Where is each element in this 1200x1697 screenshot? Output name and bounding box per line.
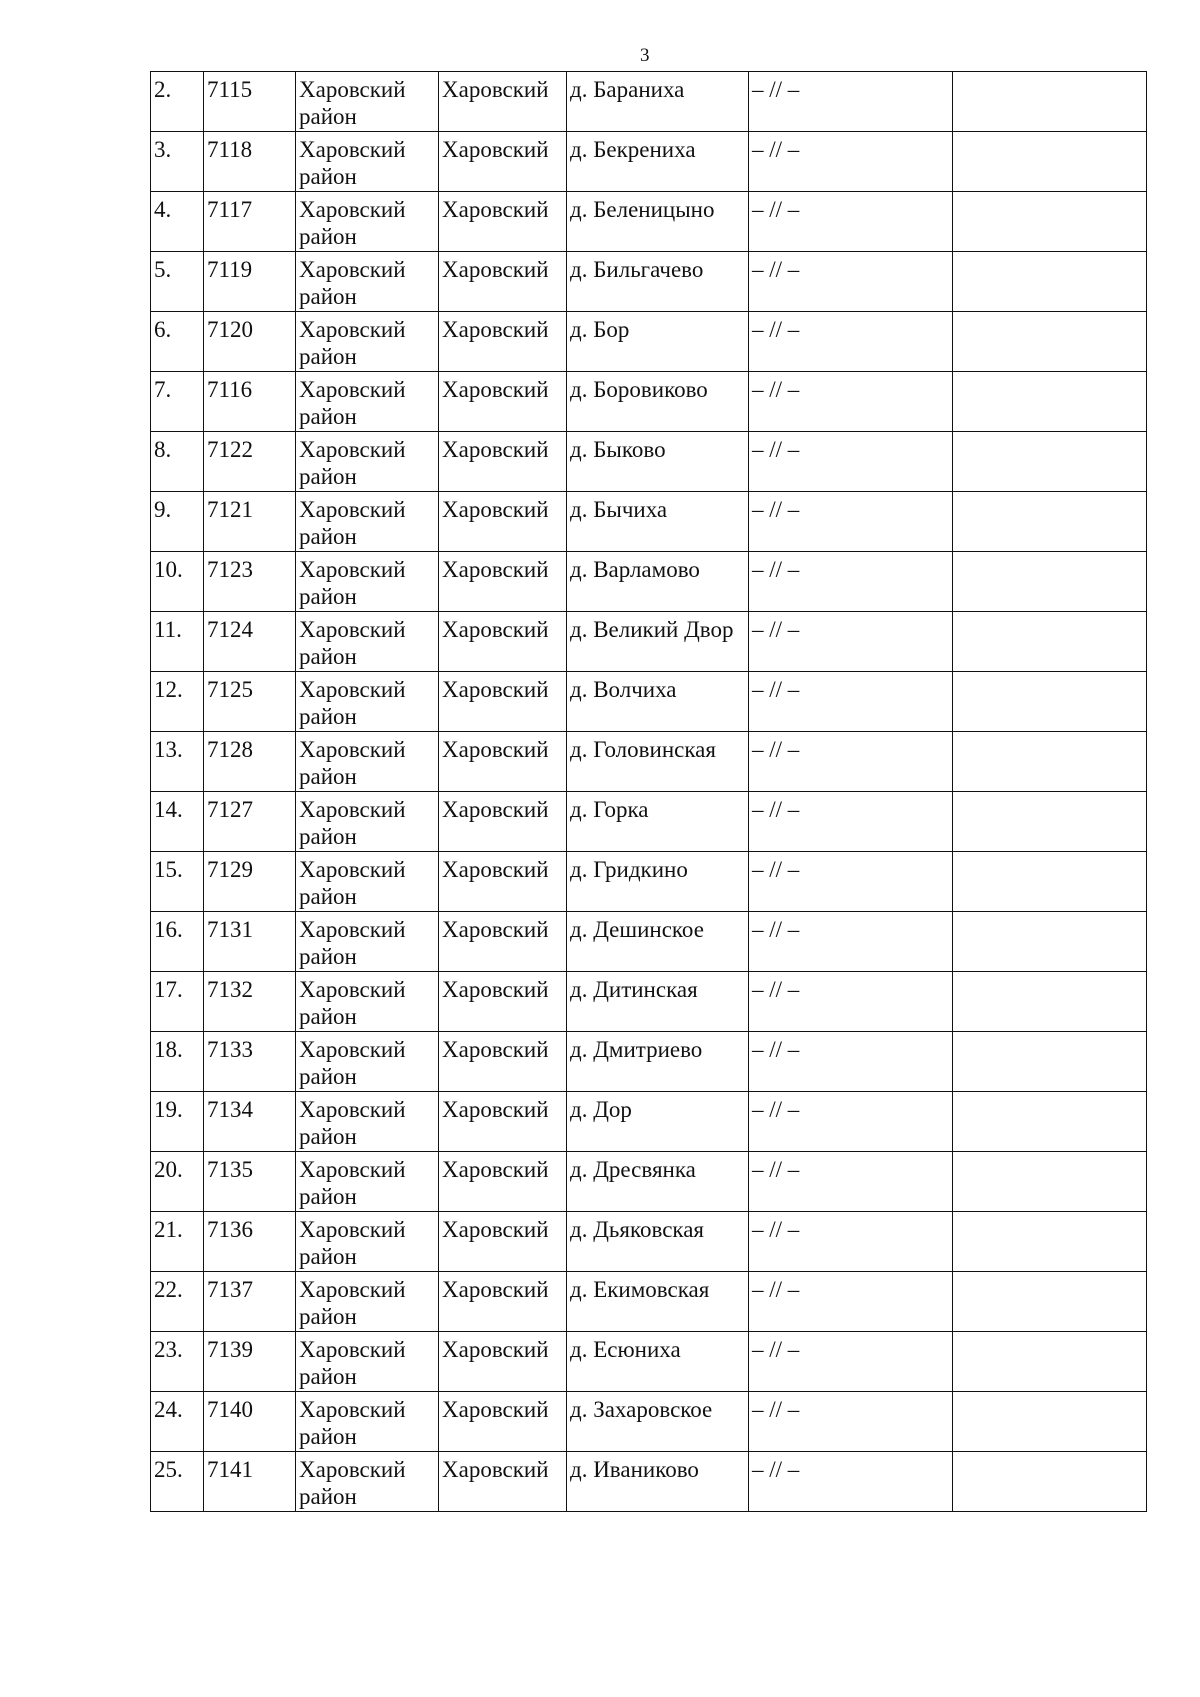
settlement-cell: д. Быково bbox=[567, 432, 749, 492]
settlement-cell: д. Дресвянка bbox=[567, 1152, 749, 1212]
settlement-cell: д. Дьяковская bbox=[567, 1212, 749, 1272]
settlement-cell: д. Есюниха bbox=[567, 1332, 749, 1392]
area-cell: Харовский bbox=[439, 912, 567, 972]
empty-cell bbox=[953, 792, 1147, 852]
table-row bbox=[151, 1032, 1147, 1092]
row-number-cell: 2. bbox=[151, 72, 204, 132]
code-cell: 7135 bbox=[204, 1152, 296, 1212]
empty-cell bbox=[953, 552, 1147, 612]
empty-cell bbox=[953, 1452, 1147, 1512]
empty-cell bbox=[953, 72, 1147, 132]
row-number-cell: 20. bbox=[151, 1152, 204, 1212]
empty-cell bbox=[953, 372, 1147, 432]
row-number-cell: 10. bbox=[151, 552, 204, 612]
settlement-cell: д. Бекрениха bbox=[567, 132, 749, 192]
table-row bbox=[151, 672, 1147, 732]
settlement-cell: д. Бильгачево bbox=[567, 252, 749, 312]
row-number-cell: 11. bbox=[151, 612, 204, 672]
code-cell: 7137 bbox=[204, 1272, 296, 1332]
area-cell: Харовский bbox=[439, 1032, 567, 1092]
settlement-cell: д. Бор bbox=[567, 312, 749, 372]
table-row bbox=[151, 1152, 1147, 1212]
district-cell: Харовский район bbox=[296, 1032, 439, 1092]
table-row bbox=[151, 972, 1147, 1032]
table-row bbox=[151, 1212, 1147, 1272]
code-cell: 7139 bbox=[204, 1332, 296, 1392]
ditto-mark-cell: – // – bbox=[749, 612, 953, 672]
empty-cell bbox=[953, 432, 1147, 492]
ditto-mark-cell: – // – bbox=[749, 1152, 953, 1212]
settlement-cell: д. Гридкино bbox=[567, 852, 749, 912]
row-number-cell: 3. bbox=[151, 132, 204, 192]
settlement-cell: д. Беленицыно bbox=[567, 192, 749, 252]
area-cell: Харовский bbox=[439, 1272, 567, 1332]
area-cell: Харовский bbox=[439, 792, 567, 852]
area-cell: Харовский bbox=[439, 612, 567, 672]
empty-cell bbox=[953, 1392, 1147, 1452]
table-row bbox=[151, 132, 1147, 192]
settlement-cell: д. Иваниково bbox=[567, 1452, 749, 1512]
table-row bbox=[151, 432, 1147, 492]
row-number-cell: 18. bbox=[151, 1032, 204, 1092]
ditto-mark-cell: – // – bbox=[749, 1272, 953, 1332]
row-number-cell: 9. bbox=[151, 492, 204, 552]
ditto-mark-cell: – // – bbox=[749, 852, 953, 912]
ditto-mark-cell: – // – bbox=[749, 72, 953, 132]
district-cell: Харовский район bbox=[296, 132, 439, 192]
area-cell: Харовский bbox=[439, 852, 567, 912]
empty-cell bbox=[953, 732, 1147, 792]
area-cell: Харовский bbox=[439, 1392, 567, 1452]
area-cell: Харовский bbox=[439, 1452, 567, 1512]
code-cell: 7123 bbox=[204, 552, 296, 612]
code-cell: 7133 bbox=[204, 1032, 296, 1092]
empty-cell bbox=[953, 192, 1147, 252]
district-cell: Харовский район bbox=[296, 912, 439, 972]
row-number-cell: 24. bbox=[151, 1392, 204, 1452]
table-row bbox=[151, 1332, 1147, 1392]
ditto-mark-cell: – // – bbox=[749, 1212, 953, 1272]
empty-cell bbox=[953, 132, 1147, 192]
ditto-mark-cell: – // – bbox=[749, 1092, 953, 1152]
settlement-cell: д. Варламово bbox=[567, 552, 749, 612]
row-number-cell: 22. bbox=[151, 1272, 204, 1332]
ditto-mark-cell: – // – bbox=[749, 372, 953, 432]
ditto-mark-cell: – // – bbox=[749, 1332, 953, 1392]
empty-cell bbox=[953, 492, 1147, 552]
table-row bbox=[151, 792, 1147, 852]
table-row bbox=[151, 732, 1147, 792]
row-number-cell: 17. bbox=[151, 972, 204, 1032]
table-row bbox=[151, 1452, 1147, 1512]
empty-cell bbox=[953, 852, 1147, 912]
ditto-mark-cell: – // – bbox=[749, 1392, 953, 1452]
area-cell: Харовский bbox=[439, 972, 567, 1032]
empty-cell bbox=[953, 972, 1147, 1032]
code-cell: 7128 bbox=[204, 732, 296, 792]
district-cell: Харовский район bbox=[296, 732, 439, 792]
ditto-mark-cell: – // – bbox=[749, 492, 953, 552]
row-number-cell: 6. bbox=[151, 312, 204, 372]
table-row bbox=[151, 612, 1147, 672]
code-cell: 7124 bbox=[204, 612, 296, 672]
code-cell: 7131 bbox=[204, 912, 296, 972]
table-body bbox=[151, 72, 1147, 1512]
code-cell: 7116 bbox=[204, 372, 296, 432]
area-cell: Харовский bbox=[439, 1212, 567, 1272]
area-cell: Харовский bbox=[439, 1332, 567, 1392]
district-cell: Харовский район bbox=[296, 432, 439, 492]
table-row bbox=[151, 192, 1147, 252]
code-cell: 7140 bbox=[204, 1392, 296, 1452]
code-cell: 7127 bbox=[204, 792, 296, 852]
empty-cell bbox=[953, 1152, 1147, 1212]
ditto-mark-cell: – // – bbox=[749, 672, 953, 732]
empty-cell bbox=[953, 672, 1147, 732]
table-row bbox=[151, 312, 1147, 372]
settlement-cell: д. Дитинская bbox=[567, 972, 749, 1032]
code-cell: 7122 bbox=[204, 432, 296, 492]
area-cell: Харовский bbox=[439, 732, 567, 792]
code-cell: 7129 bbox=[204, 852, 296, 912]
settlement-cell: д. Екимовская bbox=[567, 1272, 749, 1332]
code-cell: 7125 bbox=[204, 672, 296, 732]
row-number-cell: 7. bbox=[151, 372, 204, 432]
ditto-mark-cell: – // – bbox=[749, 912, 953, 972]
area-cell: Харовский bbox=[439, 672, 567, 732]
area-cell: Харовский bbox=[439, 192, 567, 252]
area-cell: Харовский bbox=[439, 132, 567, 192]
empty-cell bbox=[953, 1092, 1147, 1152]
table-row bbox=[151, 552, 1147, 612]
empty-cell bbox=[953, 612, 1147, 672]
district-cell: Харовский район bbox=[296, 1272, 439, 1332]
empty-cell bbox=[953, 1032, 1147, 1092]
district-cell: Харовский район bbox=[296, 612, 439, 672]
empty-cell bbox=[953, 1212, 1147, 1272]
settlement-cell: д. Бараниха bbox=[567, 72, 749, 132]
area-cell: Харовский bbox=[439, 1092, 567, 1152]
area-cell: Харовский bbox=[439, 312, 567, 372]
settlements-table bbox=[150, 71, 1147, 1512]
table-row bbox=[151, 1392, 1147, 1452]
settlement-cell: д. Дешинское bbox=[567, 912, 749, 972]
district-cell: Харовский район bbox=[296, 1452, 439, 1512]
ditto-mark-cell: – // – bbox=[749, 1032, 953, 1092]
district-cell: Харовский район bbox=[296, 552, 439, 612]
settlement-cell: д. Головинская bbox=[567, 732, 749, 792]
code-cell: 7115 bbox=[204, 72, 296, 132]
code-cell: 7118 bbox=[204, 132, 296, 192]
area-cell: Харовский bbox=[439, 372, 567, 432]
row-number-cell: 14. bbox=[151, 792, 204, 852]
settlement-cell: д. Горка bbox=[567, 792, 749, 852]
code-cell: 7119 bbox=[204, 252, 296, 312]
ditto-mark-cell: – // – bbox=[749, 1452, 953, 1512]
settlement-cell: д. Великий Двор bbox=[567, 612, 749, 672]
settlement-cell: д. Боровиково bbox=[567, 372, 749, 432]
ditto-mark-cell: – // – bbox=[749, 792, 953, 852]
table-row bbox=[151, 912, 1147, 972]
district-cell: Харовский район bbox=[296, 1212, 439, 1272]
area-cell: Харовский bbox=[439, 432, 567, 492]
settlement-cell: д. Бычиха bbox=[567, 492, 749, 552]
code-cell: 7120 bbox=[204, 312, 296, 372]
row-number-cell: 8. bbox=[151, 432, 204, 492]
table-row bbox=[151, 72, 1147, 132]
code-cell: 7121 bbox=[204, 492, 296, 552]
district-cell: Харовский район bbox=[296, 192, 439, 252]
table-row bbox=[151, 252, 1147, 312]
table-row bbox=[151, 1092, 1147, 1152]
empty-cell bbox=[953, 1272, 1147, 1332]
settlement-cell: д. Захаровское bbox=[567, 1392, 749, 1452]
row-number-cell: 23. bbox=[151, 1332, 204, 1392]
table-row bbox=[151, 1272, 1147, 1332]
empty-cell bbox=[953, 1332, 1147, 1392]
district-cell: Харовский район bbox=[296, 252, 439, 312]
ditto-mark-cell: – // – bbox=[749, 132, 953, 192]
row-number-cell: 19. bbox=[151, 1092, 204, 1152]
code-cell: 7134 bbox=[204, 1092, 296, 1152]
row-number-cell: 13. bbox=[151, 732, 204, 792]
empty-cell bbox=[953, 312, 1147, 372]
area-cell: Харовский bbox=[439, 252, 567, 312]
ditto-mark-cell: – // – bbox=[749, 312, 953, 372]
table-row bbox=[151, 372, 1147, 432]
ditto-mark-cell: – // – bbox=[749, 972, 953, 1032]
row-number-cell: 25. bbox=[151, 1452, 204, 1512]
table-row bbox=[151, 492, 1147, 552]
district-cell: Харовский район bbox=[296, 1152, 439, 1212]
code-cell: 7141 bbox=[204, 1452, 296, 1512]
district-cell: Харовский район bbox=[296, 1332, 439, 1392]
empty-cell bbox=[953, 252, 1147, 312]
district-cell: Харовский район bbox=[296, 792, 439, 852]
table-row bbox=[151, 852, 1147, 912]
ditto-mark-cell: – // – bbox=[749, 252, 953, 312]
district-cell: Харовский район bbox=[296, 372, 439, 432]
ditto-mark-cell: – // – bbox=[749, 732, 953, 792]
code-cell: 7132 bbox=[204, 972, 296, 1032]
ditto-mark-cell: – // – bbox=[749, 432, 953, 492]
empty-cell bbox=[953, 912, 1147, 972]
area-cell: Харовский bbox=[439, 552, 567, 612]
district-cell: Харовский район bbox=[296, 672, 439, 732]
area-cell: Харовский bbox=[439, 72, 567, 132]
ditto-mark-cell: – // – bbox=[749, 192, 953, 252]
area-cell: Харовский bbox=[439, 1152, 567, 1212]
area-cell: Харовский bbox=[439, 492, 567, 552]
district-cell: Харовский район bbox=[296, 492, 439, 552]
ditto-mark-cell: – // – bbox=[749, 552, 953, 612]
settlement-cell: д. Волчиха bbox=[567, 672, 749, 732]
settlement-cell: д. Дмитриево bbox=[567, 1032, 749, 1092]
row-number-cell: 5. bbox=[151, 252, 204, 312]
row-number-cell: 21. bbox=[151, 1212, 204, 1272]
district-cell: Харовский район bbox=[296, 852, 439, 912]
page-number: 3 bbox=[640, 45, 650, 66]
row-number-cell: 12. bbox=[151, 672, 204, 732]
code-cell: 7136 bbox=[204, 1212, 296, 1272]
district-cell: Харовский район bbox=[296, 72, 439, 132]
row-number-cell: 16. bbox=[151, 912, 204, 972]
row-number-cell: 4. bbox=[151, 192, 204, 252]
settlement-cell: д. Дор bbox=[567, 1092, 749, 1152]
code-cell: 7117 bbox=[204, 192, 296, 252]
district-cell: Харовский район bbox=[296, 1092, 439, 1152]
row-number-cell: 15. bbox=[151, 852, 204, 912]
district-cell: Харовский район bbox=[296, 1392, 439, 1452]
district-cell: Харовский район bbox=[296, 312, 439, 372]
district-cell: Харовский район bbox=[296, 972, 439, 1032]
